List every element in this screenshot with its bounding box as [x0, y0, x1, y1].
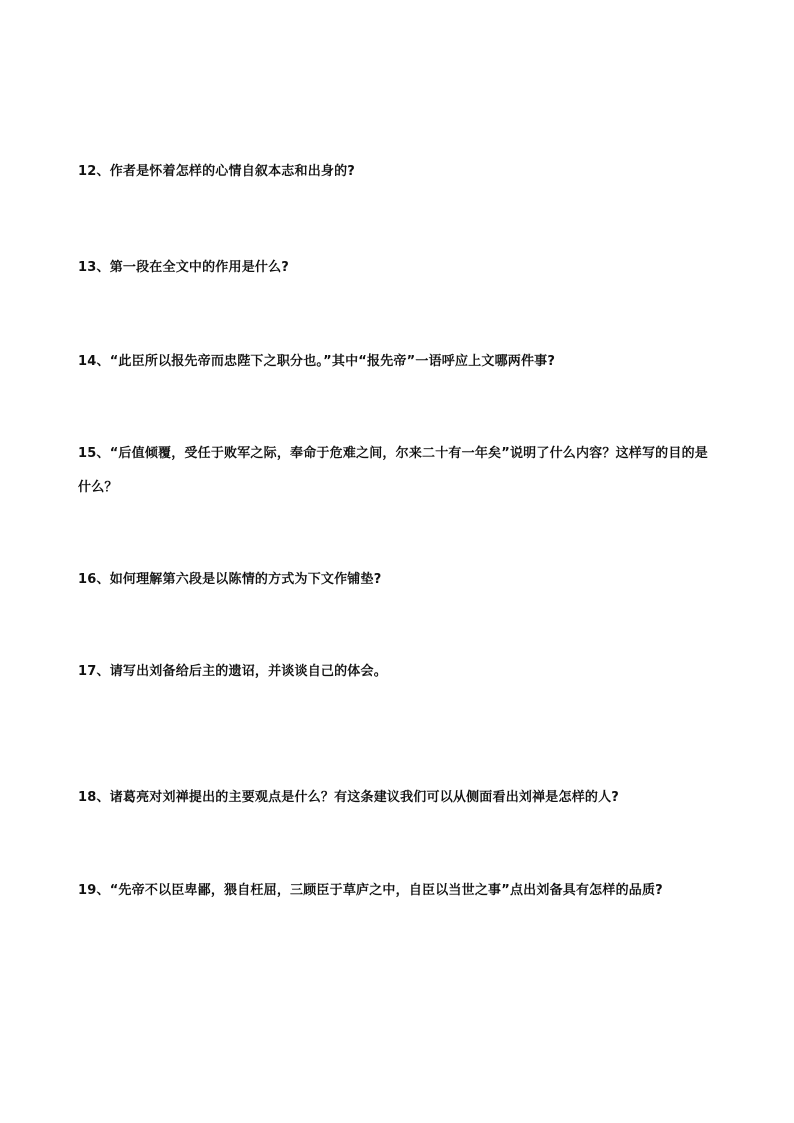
question-17: 17、请写出刘备给后主的遗诏，并谈谈自己的体会。 [78, 664, 387, 679]
question-12: 12、作者是怀着怎样的心情自叙本志和出身的? [78, 164, 356, 179]
question-16: 16、如何理解第六段是以陈情的方式为下文作铺垫? [78, 572, 382, 587]
question-19: 19、“先帝不以臣卑鄙，猥自枉屈，三顾臣于草庐之中，自臣以当世之事”点出刘备具有怎样的品质? [78, 883, 663, 898]
question-15: 15、“后值倾覆，受任于败军之际，奉命于危难之间，尔来二十有一年矣”说明了什么内容？这样写的目的是什么？ [78, 446, 708, 495]
question-14: 14、“此臣所以报先帝而忠陛下之职分也。”其中“报先帝”一语呼应上文哪两件事? [78, 354, 556, 369]
question-18: 18、诸葛亮对刘禅提出的主要观点是什么？有这条建议我们可以从侧面看出刘禅是怎样的人? [78, 790, 620, 805]
question-13: 13、第一段在全文中的作用是什么? [78, 260, 290, 275]
